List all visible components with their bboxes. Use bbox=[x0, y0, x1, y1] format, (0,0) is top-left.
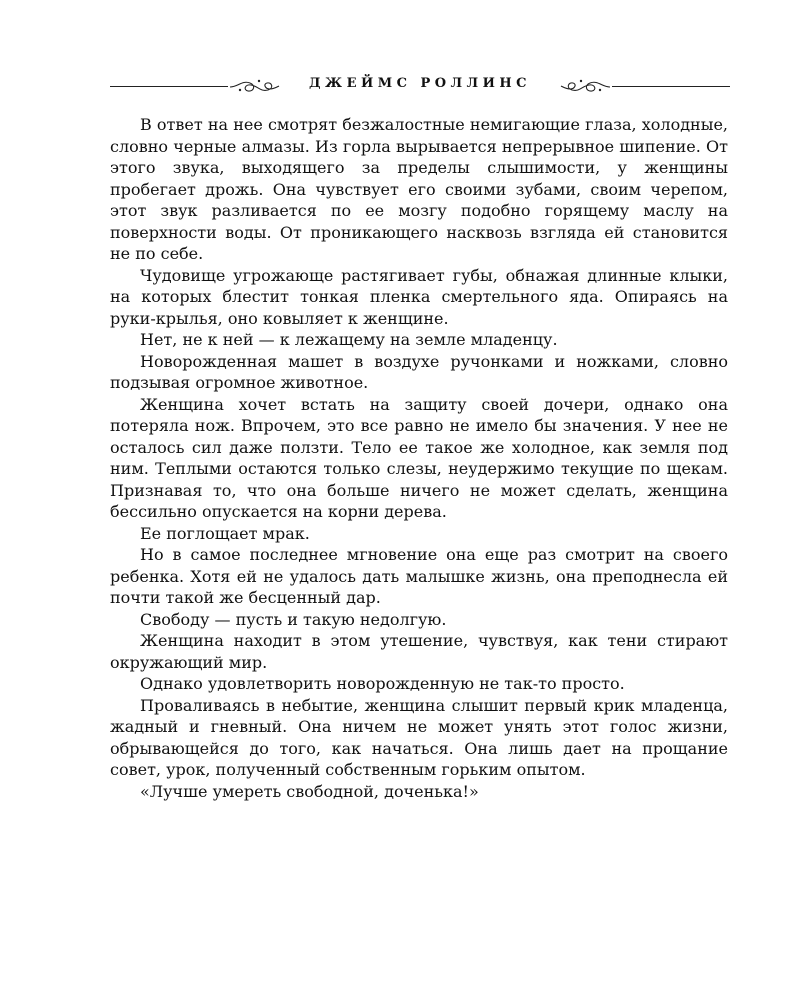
paragraph: Но в самое последнее мгновение она еще раз смотрит на своего ребенка. Хотя ей не удалось дать малышке жизнь, она преподнесла ей почти такой же бесценный дар. bbox=[110, 545, 728, 607]
page-body bbox=[110, 114, 728, 802]
header-rule-left bbox=[110, 86, 228, 87]
author-name: ДЖЕЙМС РОЛЛИНС bbox=[308, 76, 532, 91]
paragraph: Ее поглощает мрак. bbox=[140, 523, 310, 543]
paragraph: В ответ на нее смотрят безжалостные немигающие глаза, холодные, словно черные алмазы. Из горла вырывается непрерывное шипение. От этого звука, выходящего за пределы слышимости, у женщины пробегает дрожь. Она чувствует его своими зубами, своим черепом, этот звук разливается по ее мозгу подобно горящему маслу на поверхности воды. От проникающего насквозь взгляда ей становится не по себе. bbox=[110, 115, 728, 263]
paragraph: Чудовище угрожающе растягивает губы, обнажая длинные клыки, на которых блестит тонкая пленка смертельного яда. Опираясь на руки-крылья, оно ковыляет к женщине. bbox=[110, 265, 728, 328]
paragraph: Однако удовлетворить новорожденную не так-то просто. bbox=[140, 674, 625, 693]
paragraph: Нет, не к ней — к лежащему на земле младенцу. bbox=[140, 330, 558, 349]
ornament-right-icon bbox=[560, 74, 612, 98]
paragraph: Женщина находит в этом утешение, чувствуя, как тени стирают окружающий мир. bbox=[110, 631, 728, 672]
ornament-left-icon bbox=[228, 74, 280, 98]
paragraph: Новорожденная машет в воздухе ручонками и ножками, словно подзывая огромное животное. bbox=[110, 351, 728, 392]
paragraph: Женщина хочет встать на защиту своей дочери, однако она потеряла нож. Впрочем, это все равно не имело бы значения. У нее не осталось сил даже ползти. Тело ее такое же холодное, как земля под ним. Теплыми остаются только слезы, неудержимо текущие по щекам. Признавая то, что она больше ничего не может сделать, женщина бессильно опускается на корни дерева. bbox=[110, 394, 728, 521]
running-header bbox=[110, 70, 730, 100]
header-rule-right bbox=[612, 86, 730, 87]
paragraph: Свободу — пусть и такую недолгую. bbox=[140, 609, 447, 629]
paragraph: «Лучше умереть свободной, доченька!» bbox=[140, 781, 479, 801]
paragraph: Проваливаясь в небытие, женщина слышит первый крик младенца, жадный и гневный. Она ничем не может унять этот голос жизни, обрывающейся до того, как начаться. Она лишь дает на прощание совет, урок, полученный собственным горьким опытом. bbox=[110, 695, 728, 779]
